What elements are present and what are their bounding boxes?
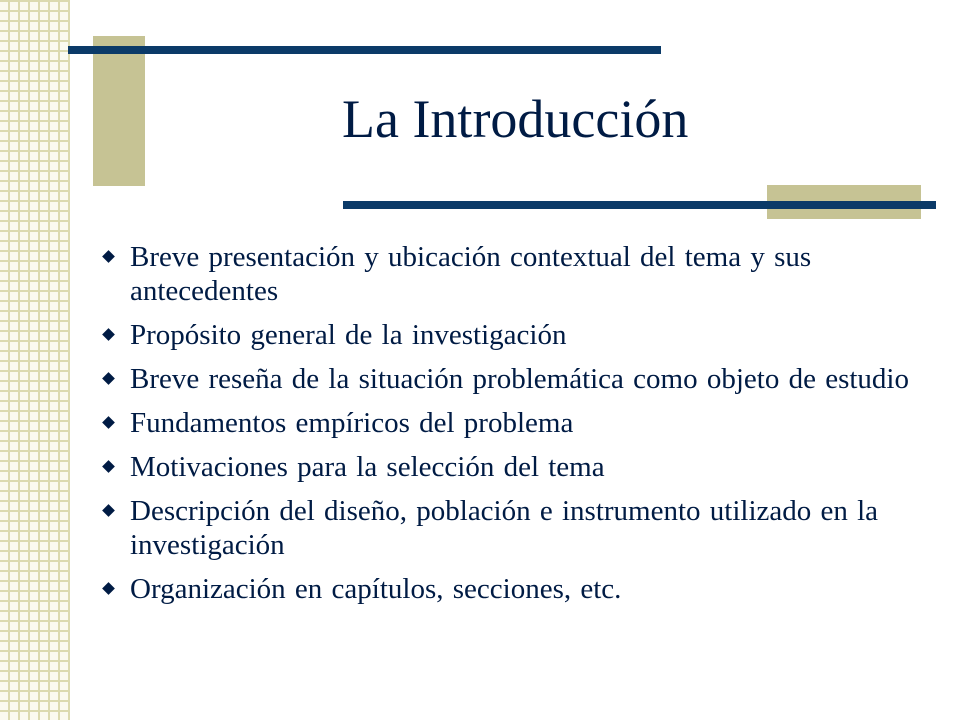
bullet-text: Breve presentación y ubicación contextual del tema y sus antecedentes <box>130 241 812 307</box>
bullet-text: Breve reseña de la situación problemática como objeto de estudio <box>130 363 909 395</box>
bullet-text: Organización en capítulos, secciones, etc. <box>130 573 622 605</box>
bullet-item <box>96 406 916 440</box>
accent-block-top <box>93 36 145 186</box>
diamond-icon <box>102 372 115 385</box>
bullet-item <box>96 362 916 396</box>
bullet-item <box>96 450 916 484</box>
diamond-icon <box>102 582 115 595</box>
side-pattern-decoration <box>0 0 70 720</box>
bullet-text: Descripción del diseño, población e instrumento utilizado en la investigación <box>130 495 879 561</box>
bullet-text: Fundamentos empíricos del problema <box>130 407 574 439</box>
bullet-item <box>96 240 916 308</box>
bullet-text: Motivaciones para la selección del tema <box>130 451 605 483</box>
bullet-text: Propósito general de la investigación <box>130 319 567 351</box>
bullet-list <box>96 240 916 616</box>
diamond-icon <box>102 416 115 429</box>
slide-title: La Introducción <box>342 89 689 149</box>
top-rule <box>68 46 661 54</box>
bullet-item <box>96 572 916 606</box>
bottom-rule <box>343 201 936 209</box>
diamond-icon <box>102 250 115 263</box>
diamond-icon <box>102 460 115 473</box>
bullet-item <box>96 318 916 352</box>
diamond-icon <box>102 328 115 341</box>
bullet-item <box>96 494 916 562</box>
diamond-icon <box>102 504 115 517</box>
